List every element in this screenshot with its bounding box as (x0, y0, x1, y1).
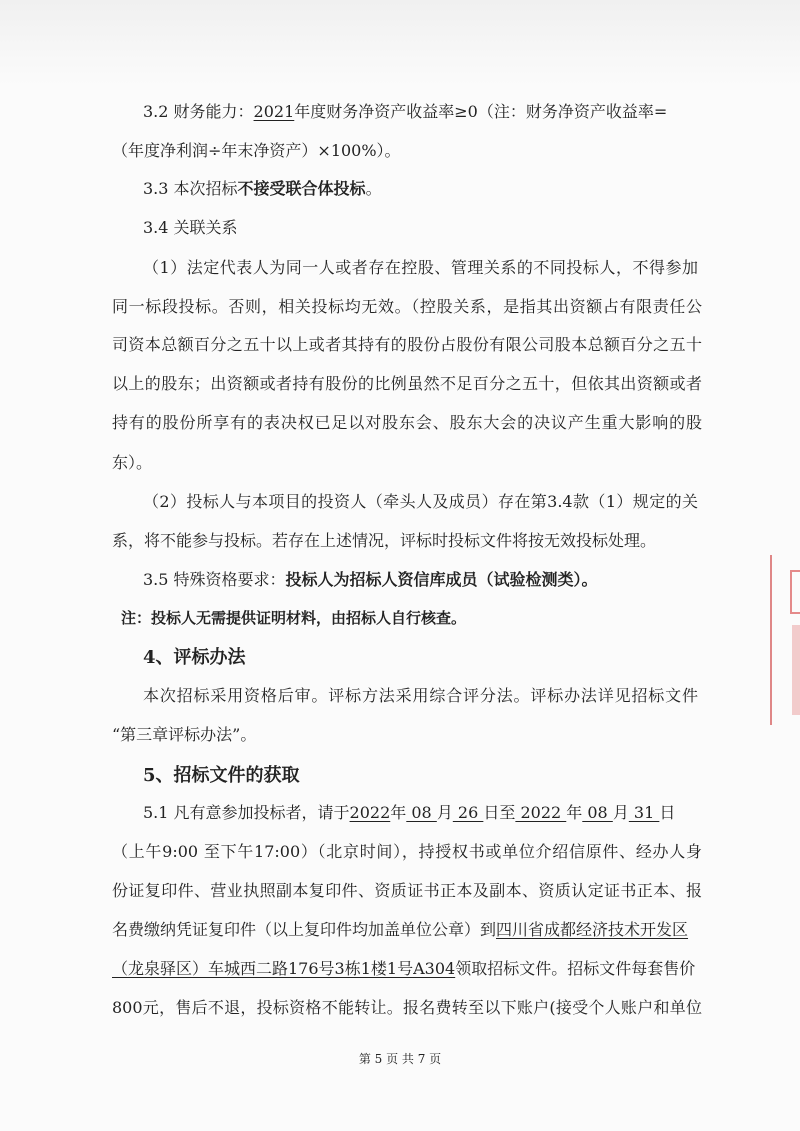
para-line: “第三章评标办法”。 (112, 725, 257, 744)
para-line: （上午9:00 至下午17:00）（北京时间），持授权书或单位介绍信原件、经办人身 (112, 842, 702, 861)
para-line: 东）。 (112, 453, 153, 472)
para-line: 司资本总额百分之五十以上或者其持有的股份占股份有限公司股本总额百分之五十 (112, 335, 702, 354)
para-line: 名费缴纳凭证复印件（以上复印件均加盖单位公章）到四川省成都经济技术开发区 (112, 920, 689, 939)
para-line: 持有的股份所享有的表决权已足以对股东会、股东大会的决议产生重大影响的股 (112, 413, 702, 432)
clause-3-4-title: 3.4 关联关系 (143, 218, 238, 237)
red-seal-stamp (770, 555, 800, 725)
para-line: 系，将不能参与投标。若存在上述情况，评标时投标文件将按无效投标处理。 (112, 531, 657, 550)
clause-3-2-line2: （年度净利润÷年末净资产）×100%）。 (112, 141, 401, 160)
para-line: （龙泉驿区）车城西二路176号3栋1楼1号A304领取招标文件。招标文件每套售价 (112, 959, 696, 978)
page-footer: 第 5 页 共 7 页 (358, 1052, 442, 1066)
para-line: （1）法定代表人为同一人或者存在控股、管理关系的不同投标人，不得参加 (143, 258, 698, 277)
section-5-heading: 5、招标文件的获取 (143, 765, 300, 786)
scan-edge-shadow (0, 0, 800, 85)
para-line: 份证复印件、营业执照副本复印件、资质证书正本及副本、资质认定证书正本、报 (112, 881, 702, 900)
year-value: 2021 (253, 102, 295, 121)
clause-3-3: 3.3 本次招标不接受联合体投标。 (143, 179, 382, 198)
para-line: （2）投标人与本项目的投资人（牵头人及成员）存在第3.4款（1）规定的关 (143, 492, 698, 511)
para-line: 800元，售后不退，投标资格不能转让。报名费转至以下账户(接受个人账户和单位 (112, 998, 702, 1017)
clause-5-1-line1: 5.1 凡有意参加投标者，请于2022年 08 月 26 日至 2022 年 08 月 31 日 (143, 803, 676, 822)
section-4-heading: 4、评标办法 (143, 647, 246, 668)
para-line: 同一标段投标。否则，相关投标均无效。（控股关系，是指其出资额占有限责任公 (112, 297, 702, 316)
para-line: 本次招标采用资格后审。评标方法采用综合评分法。评标办法详见招标文件 (143, 686, 698, 705)
clause-3-2-line1: 3.2 财务能力：2021年度财务净资产收益率≥0（注：财务净资产收益率= (143, 102, 668, 121)
note-line: 注：投标人无需提供证明材料，由招标人自行核查。 (121, 609, 467, 627)
clause-3-5: 3.5 特殊资格要求：投标人为招标人资信库成员（试验检测类）。 (143, 570, 598, 589)
para-line: 以上的股东；出资额或者持有股份的比例虽然不足百分之五十，但依其出资额或者 (112, 374, 702, 393)
